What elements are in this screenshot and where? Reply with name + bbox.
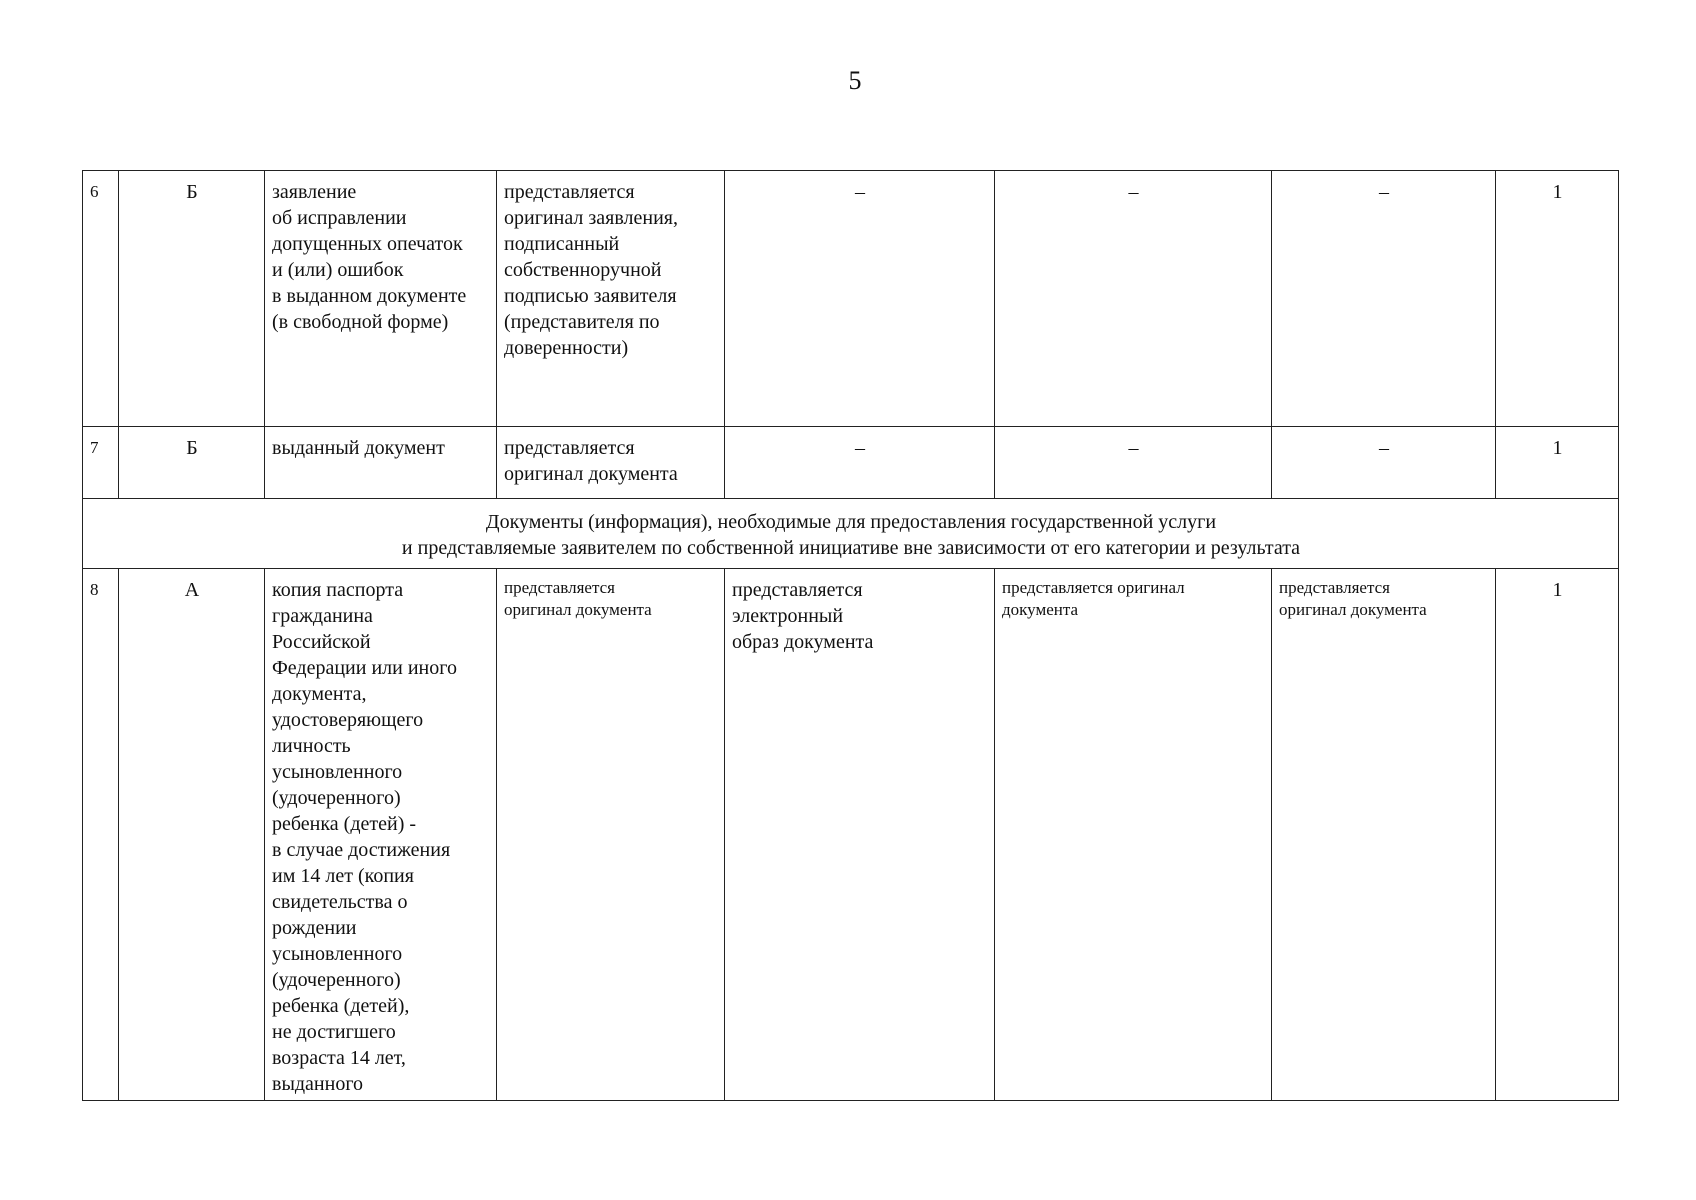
section-header-line: и представляемые заявителем по собственной инициативе вне зависимости от его категории и результата: [401, 537, 1301, 559]
section-header-line: Документы (информация), необходимые для предоставления государственной услуги: [485, 511, 1217, 533]
dash-cell: –: [725, 171, 995, 427]
dash-cell: –: [995, 171, 1272, 427]
dash-cell: –: [995, 427, 1272, 499]
copies-count: 1: [1496, 171, 1619, 427]
row-number: 8: [83, 569, 119, 1101]
submission-method: представляется оригинал документа: [497, 427, 725, 499]
table-row: [83, 569, 1619, 1101]
submission-cell: представляется оригинал документа: [1272, 569, 1496, 1101]
section-header: [83, 499, 1619, 569]
row-number: 7: [83, 427, 119, 499]
copies-count: 1: [1496, 569, 1619, 1101]
dash-cell: –: [725, 427, 995, 499]
applicant-category: Б: [119, 427, 265, 499]
section-header-row: [83, 499, 1619, 569]
table-row: [83, 427, 1619, 499]
document-name: копия паспорта гражданина Российской Федерации или иного документа, удостоверяющего личность усыновленного (удочеренного) ребенка (детей) - в случае достижения им 14 лет (копия свидетельства о рождении усыновленного (удочеренного) ребенка (детей), не достигшего возраста 14 лет, выданного: [265, 569, 497, 1101]
table-row: [83, 171, 1619, 427]
submission-cell: представляется оригинал документа: [995, 569, 1272, 1101]
submission-method: представляется оригинал документа: [497, 569, 725, 1101]
documents-table: [82, 170, 1619, 1101]
page-number: 5: [848, 66, 862, 95]
dash-cell: –: [1272, 171, 1496, 427]
submission-method: представляется оригинал заявления, подписанный собственноручной подписью заявителя (представителя по доверенности): [497, 171, 725, 427]
copies-count: 1: [1496, 427, 1619, 499]
applicant-category: Б: [119, 171, 265, 427]
row-number: 6: [83, 171, 119, 427]
applicant-category: А: [119, 569, 265, 1101]
dash-cell: –: [1272, 427, 1496, 499]
document-name: заявление об исправлении допущенных опечаток и (или) ошибок в выданном документе (в свободной форме): [265, 171, 497, 427]
document-name: выданный документ: [265, 427, 497, 499]
electronic-submission: представляется электронный образ документа: [725, 569, 995, 1101]
